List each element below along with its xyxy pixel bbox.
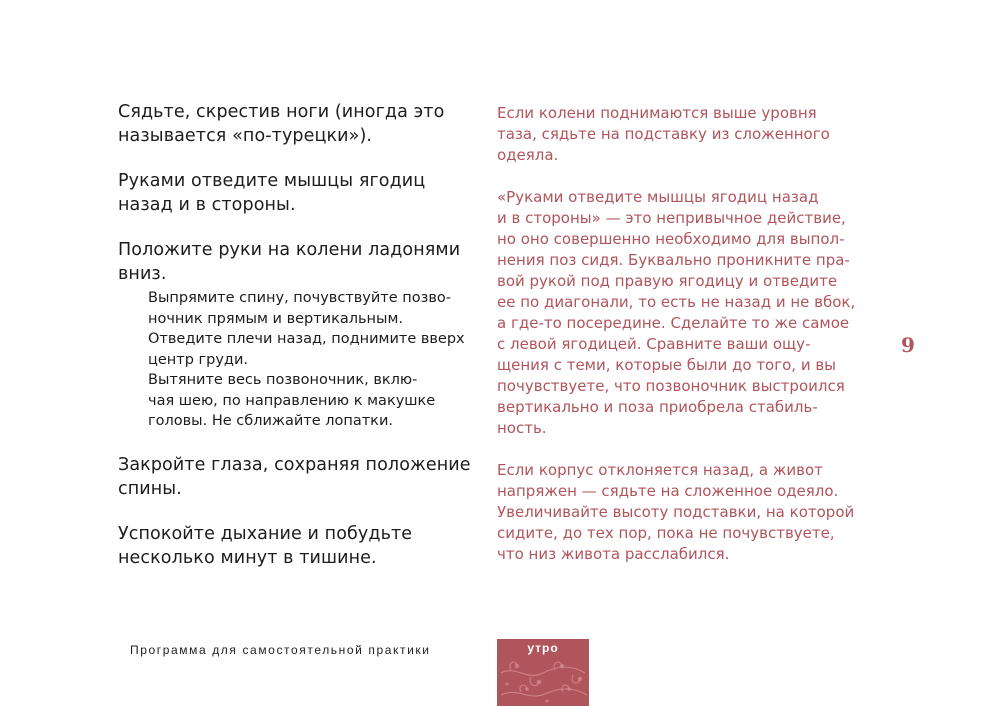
instructions-column bbox=[118, 100, 488, 591]
note-buttocks: «Руками отведите мышцы ягодиц назад и в стороны» — это непривычное действие, но оно совершенно необходимо для выпол- нения поз сидя. Буквально проникните пра- вой рукой под правую ягодицу и отведите ее по диагонали, то есть не назад и не вбок, а где-то посередине. Сделайте то же самое с левой ягодицей. Сравните ваши ощу- щения с теми, которые были до того, и вы почувствуете, что позвоночник выстроился вертикально и поза приобрела стабиль- ность. bbox=[497, 188, 856, 437]
notes-column bbox=[497, 103, 857, 586]
page-number: 9 bbox=[901, 333, 915, 357]
step-hands-on-knees: Положите руки на колени ладонями вниз. bbox=[118, 240, 461, 284]
note-torso: Если корпус отклоняется назад, а живот напряжен — сядьте на сложенное одеяло. Увеличивайте высоту подставки, на которой сидите, до тех пор, пока не почувствуете, что низ живота расслабился. bbox=[497, 461, 855, 563]
substep-stretch-spine: Вытяните весь позвоночник, вклю- чая шею, по направлению к макушке головы. Не сближайте лопатки. bbox=[148, 372, 436, 429]
note-knees: Если колени поднимаются выше уровня таза, сядьте на подставку из сложенного одеяла. bbox=[497, 104, 830, 164]
step-sit-cross-legged: Сядьте, скрестив ноги (иногда это называется «по-турецки»). bbox=[118, 102, 445, 146]
substeps-list bbox=[148, 288, 488, 432]
section-tab bbox=[497, 639, 589, 706]
step-calm-breath: Успокойте дыхание и побудьте несколько минут в тишине. bbox=[118, 523, 413, 568]
substep-shoulders-back: Отведите плечи назад, поднимите вверх центр груди. bbox=[148, 331, 465, 368]
substep-straighten-spine: Выпрямите спину, почувствуйте позво- ночник прямым и вертикальным. bbox=[148, 290, 451, 327]
step-close-eyes: Закройте глаза, сохраняя положение спины. bbox=[118, 454, 471, 499]
step-move-buttocks: Руками отведите мышцы ягодиц назад и в стороны. bbox=[118, 171, 426, 215]
section-label: утро bbox=[527, 641, 559, 655]
program-title: Программа для самостоятельной практики bbox=[130, 643, 431, 657]
